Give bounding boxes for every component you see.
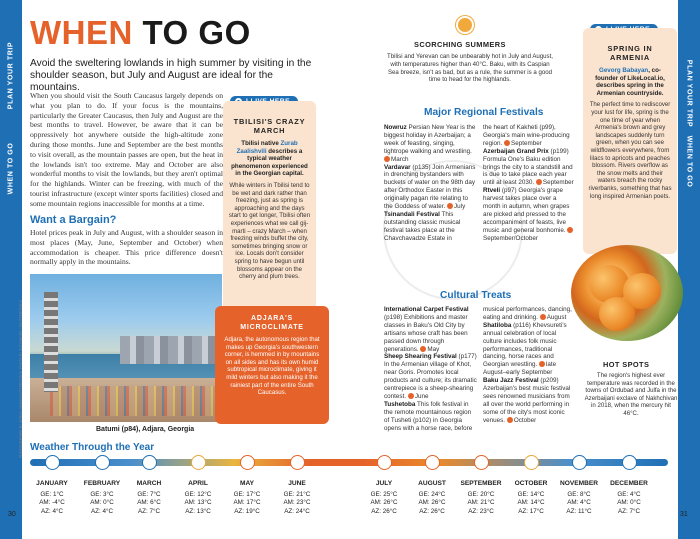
sun-icon (290, 455, 305, 470)
author-name: Zurab Zaalishvili (236, 140, 298, 155)
scorching-text: Tbilisi and Yerevan can be unbearably hot in July and August, with temperatures higher than 40°C. Baku, with its Caspian Sea breeze, isn't as bad, but as a rule, the summer is a good time to head for the highlands. (386, 53, 553, 84)
event-description: (p177) In the Armenian village of Khot, near Goris. Promotes local products and culture; its dramatic centrepiece is a sheep-shearing contest. (384, 353, 477, 400)
event-entry (483, 322, 576, 377)
weather-heading: Weather Through the Year (30, 442, 155, 453)
temperature-ge: GE: 14°C (517, 490, 545, 498)
festivals-column-2 (483, 124, 575, 243)
event-entry (483, 148, 575, 188)
event-name: Nowruz (384, 124, 407, 131)
temperature-ge: GE: 3°C (90, 490, 114, 498)
event-entry (483, 187, 575, 242)
month-column (407, 480, 457, 516)
author-name: Gevorg Babayan (599, 67, 649, 74)
temperature-am: AM: 14°C (517, 499, 545, 507)
temperature-az: AZ: 24°C (284, 507, 310, 515)
cloud-icon (191, 455, 206, 470)
title-word: WHEN (30, 14, 133, 51)
temperature-ge: GE: 17°C (233, 490, 261, 498)
event-month: June (414, 392, 429, 400)
alphabet-tower-shape (44, 292, 58, 392)
side-tab-label: WHEN TO GO (7, 142, 15, 195)
month-name: JULY (375, 480, 393, 487)
temperature-am: AM: 0°C (617, 499, 641, 507)
temperature-ge: GE: 25°C (370, 490, 398, 498)
temperature-az: AZ: 11°C (566, 507, 592, 515)
scorching-title: SCORCHING SUMMERS (414, 40, 506, 49)
event-month: October (513, 416, 537, 424)
bargain-paragraph: Hotel prices peak in July and August, with a shoulder season in most places (May, June, September and October) when accommodation is cheaper. This price difference doesn't normally apply in the mountains. (30, 228, 223, 267)
intro-paragraph: When you should visit the South Caucasus largely depends on what you plan to do. If your focus is the mountains, particularly the Greater Caucasus, then July and August are the best months to travel. However, be aware that it can be oppressively hot anywhere outside the high-altitude zone during those months. June and September are the best months to visit overall, as the mountain passes are open, but the heat in the lowlands isn't too extreme. May and October are also wonderful months to visit the lowlands, but they aren't optimal for the highlands. Winter can be freezing, with much of the tourist infrastructure (except winter sports facilities) closed and some mountain regions inaccessible for months at a time. (30, 91, 223, 208)
month-name: JANUARY (36, 480, 68, 487)
cultural-column-1 (384, 306, 478, 433)
sun-icon (240, 455, 255, 470)
event-name: Vardavar (384, 163, 411, 171)
month-name: DECEMBER (610, 480, 648, 487)
tbilisi-text: While winters in Tbilisi tend to be wet and dark rather than freezing, just as spring is approaching and the days start to get longer, Tbilisi often experiences what we call gij-marti – crazy March – when freezing winds buffet the city, sometimes bringing snow or ice. Locals don't consider spring to have begun until blossoms appear on the cherry and plum trees. (228, 181, 311, 281)
temperature-az: AZ: 19°C (234, 507, 260, 515)
festivals-column-1 (384, 124, 477, 243)
month-name: APRIL (188, 480, 208, 487)
temperature-az: AZ: 4°C (40, 507, 64, 515)
calendar-icon (447, 203, 453, 209)
event-entry (384, 211, 477, 243)
event-month: May (427, 345, 440, 353)
temperature-ge: GE: 1°C (40, 490, 64, 498)
cloud-icon (45, 455, 60, 470)
month-column (27, 480, 77, 516)
calendar-icon (507, 417, 513, 423)
month-column (506, 480, 556, 516)
temperature-am: AM: 6°C (137, 499, 161, 507)
temperature-az: AZ: 26°C (419, 507, 445, 515)
temperature-ge: GE: 7°C (137, 490, 161, 498)
right-side-tab (678, 0, 700, 539)
month-column (359, 480, 409, 516)
temperature-az: AZ: 13°C (185, 507, 211, 515)
temperature-ge: GE: 4°C (617, 490, 641, 498)
event-month: September (511, 139, 542, 147)
title-word: TO GO (142, 14, 251, 51)
temperature-am: AM: 26°C (370, 499, 398, 507)
event-name: Sheep Shearing Festival (384, 353, 457, 361)
event-description: (p116) Khevsureti's annual celebration of local culture includes folk music performances, traditional dancing, horse races and Georgian wrestling. (483, 321, 567, 369)
month-name: AUGUST (418, 480, 446, 487)
page-number-left: 30 (8, 511, 16, 518)
month-name: OCTOBER (514, 480, 548, 487)
festivals-heading: Major Regional Festivals (424, 107, 544, 118)
event-description: (p209) Azerbaijan's best music festival sees renowned musicians from all over the world performing in some of the city's most iconic venues. (483, 377, 571, 424)
adjara-title: ADJARA'S MICROCLIMATE (240, 315, 304, 331)
bargain-heading: Want a Bargain? (30, 214, 117, 226)
intro-text: describes a typical weather phenomenon experienced in the Georgian capital. (231, 147, 308, 178)
event-description: musical performances, dancing, eating and drinking. (483, 306, 572, 321)
temperature-az: AZ: 17°C (518, 507, 544, 515)
temperature-am: AM: 13°C (184, 499, 212, 507)
event-name: Shatiloba (483, 321, 512, 329)
page-title (30, 14, 251, 52)
event-description: (p97) Georgia's grape harvest takes place over a month in autumn, when grapes are picked and pressed to the accompaniment of feasts, live music and general bonhomie. (483, 187, 570, 234)
month-column (222, 480, 272, 516)
event-description: (p199) Formula One's Baku edition brings the city to a standstill and is due to take place each year until at least 2030. (483, 147, 573, 187)
month-column (77, 480, 127, 516)
temperature-am: AM: 26°C (418, 499, 446, 507)
event-description: (p135) Join Armenians in drenching bystanders with buckets of water on the 98th day after Orthodox Easter in this originally pagan rite relating to the Goddess of water. (384, 163, 476, 211)
buildings-shape (120, 336, 222, 364)
calendar-icon (384, 156, 390, 162)
tbilisi-intro (228, 140, 311, 178)
temperature-am: AM: 0°C (90, 499, 114, 507)
cloud-icon (572, 455, 587, 470)
hot-spots-title: HOT SPOTS (603, 360, 650, 369)
event-entry (483, 306, 576, 322)
event-entry (483, 377, 576, 424)
temperature-az: AZ: 7°C (137, 507, 161, 515)
crowd-shape (50, 386, 220, 416)
event-description: (p198) Exhibitions and master classes in Baku's Old City by artisans whose craft has been passed down through generations. (384, 313, 468, 353)
event-name: International Carpet Festival (384, 306, 469, 313)
tbilisi-title: TBILISI'S CRAZY MARCH (233, 117, 306, 135)
month-column (604, 480, 654, 516)
apricots-photo (571, 245, 683, 341)
event-entry (384, 164, 477, 211)
event-description: This outstanding classic musical festival takes place at the Chavchavadze Estate in (384, 210, 461, 242)
cloud-icon (622, 455, 637, 470)
month-column (272, 480, 322, 516)
event-month: September/October (483, 234, 538, 242)
temperature-ge: GE: 21°C (283, 490, 311, 498)
calendar-icon (420, 346, 426, 352)
temperature-am: AM: 4°C (567, 499, 591, 507)
event-name: Tushetoba (384, 400, 416, 408)
event-month: September (542, 179, 574, 187)
temperature-az: AZ: 7°C (617, 507, 641, 515)
event-description: the heart of Kakheti (p99), Georgia's main wine-producing region. (483, 124, 570, 147)
month-name: SEPTEMBER (460, 480, 502, 487)
event-entry (384, 401, 478, 433)
sun-icon (474, 455, 489, 470)
left-side-tab (0, 0, 22, 539)
adjara-text: Adjara, the autonomous region that makes up Georgia's southwestern corner, is hemmed in by mountains on all sides and has its own humid subtropical microclimate, giving it mild winters but also making it the rainiest part of the entire South Caucasus. (224, 336, 320, 397)
event-name: Baku Jazz Festival (483, 377, 539, 385)
temperature-ge: GE: 8°C (567, 490, 591, 498)
page-number-right: 31 (680, 511, 688, 518)
event-month: August (546, 313, 567, 321)
lead-paragraph: Avoid the sweltering lowlands in high summer by visiting in the shoulder season, but July and August are ideal for the mountains. (30, 58, 312, 93)
month-name: FEBRUARY (83, 480, 121, 487)
temperature-az: AZ: 26°C (371, 507, 397, 515)
adjara-sidebar (215, 306, 329, 424)
event-name: Rtveli (483, 187, 501, 195)
sun-icon (425, 455, 440, 470)
event-month: July (454, 203, 466, 211)
spring-intro (588, 67, 672, 97)
event-description: This folk festival in the remote mountainous region of Tusheti (p102) in Georgia opens with a horse race, before (384, 400, 473, 432)
intro-text: , co-founder of LikeLocal.io, describes spring in the Armenian countryside. (595, 67, 665, 97)
temperature-ge: GE: 20°C (467, 490, 495, 498)
calendar-icon (539, 361, 545, 367)
calendar-icon (504, 140, 510, 146)
month-name: MAY (239, 480, 255, 487)
temperature-am: AM: 23°C (283, 499, 311, 507)
tbilisi-sidebar (223, 101, 316, 319)
month-column (173, 480, 223, 516)
calendar-icon (408, 393, 414, 399)
side-tab-label: WHEN TO GO (685, 135, 693, 188)
side-tab-label: PLAN YOUR TRIP (685, 59, 693, 128)
photo-caption: Batumi (p84), Adjara, Georgia (96, 426, 195, 433)
temperature-az: AZ: 4°C (90, 507, 114, 515)
cloud-icon (524, 455, 539, 470)
intro-text: Tbilisi native (241, 140, 281, 147)
sun-icon (458, 18, 472, 32)
sun-icon (377, 455, 392, 470)
cloud-icon (142, 455, 157, 470)
temperature-am: AM: 17°C (233, 499, 261, 507)
cultural-heading: Cultural Treats (440, 290, 512, 301)
calendar-icon (567, 227, 573, 233)
photo-credit: PHOTOGRAPHED BY ADRIAN ADAM/SHUTTERSTOCK. PHOTO BY ALEXANDER / SHUTTERSTOCK (19, 300, 23, 458)
hot-spots-text: The region's highest ever temperature was recorded in the towns of Ordubad and Julfa in the Azerbaijani exclave of Nakhchivan in 2018, when the mercury hit 46°C. (584, 372, 678, 417)
temperature-ge: GE: 24°C (418, 490, 446, 498)
event-month: late August–early September (483, 361, 557, 377)
event-name: Tsinandali Festival (384, 210, 440, 218)
month-column (554, 480, 604, 516)
temperature-ge: GE: 12°C (184, 490, 212, 498)
temperature-am: AM: 21°C (467, 499, 495, 507)
temperature-az: AZ: 23°C (468, 507, 494, 515)
month-name: JUNE (288, 480, 306, 487)
spring-title: SPRING IN ARMENIA (607, 44, 653, 62)
spring-text: The perfect time to rediscover your lust for life, spring is the one time of year when Armenia's brown and grey landscapes suddenly turn green, when you can see wildflowers everywhere, from lilacs to apricots and peaches blossom. Rivers overflow as the snow melts and their waters breach the rocky riverbanks, something that has long inspired Armenian poets. (588, 101, 672, 200)
event-entry (384, 353, 478, 400)
spring-sidebar (583, 28, 677, 254)
month-column (456, 480, 506, 516)
cultural-column-2 (483, 306, 576, 425)
month-name: MARCH (136, 480, 162, 487)
event-entry (384, 306, 478, 353)
calendar-icon (540, 314, 546, 320)
event-entry (483, 124, 575, 148)
event-month: March (391, 155, 409, 163)
temperature-am: AM: -4°C (39, 499, 65, 507)
month-name: NOVEMBER (559, 480, 599, 487)
month-column (124, 480, 174, 516)
apricot-shape (599, 297, 635, 331)
event-entry (384, 124, 477, 164)
cloud-icon (95, 455, 110, 470)
batumi-beach-photo (30, 274, 222, 422)
side-tab-label: PLAN YOUR TRIP (7, 41, 15, 110)
event-name: Azerbaijan Grand Prix (483, 147, 549, 155)
calendar-icon (536, 179, 542, 185)
event-description: Persian New Year is the biggest holiday in Azerbaijan; a week of feasting, singing, tightrope walking and wrestling. (384, 124, 476, 155)
